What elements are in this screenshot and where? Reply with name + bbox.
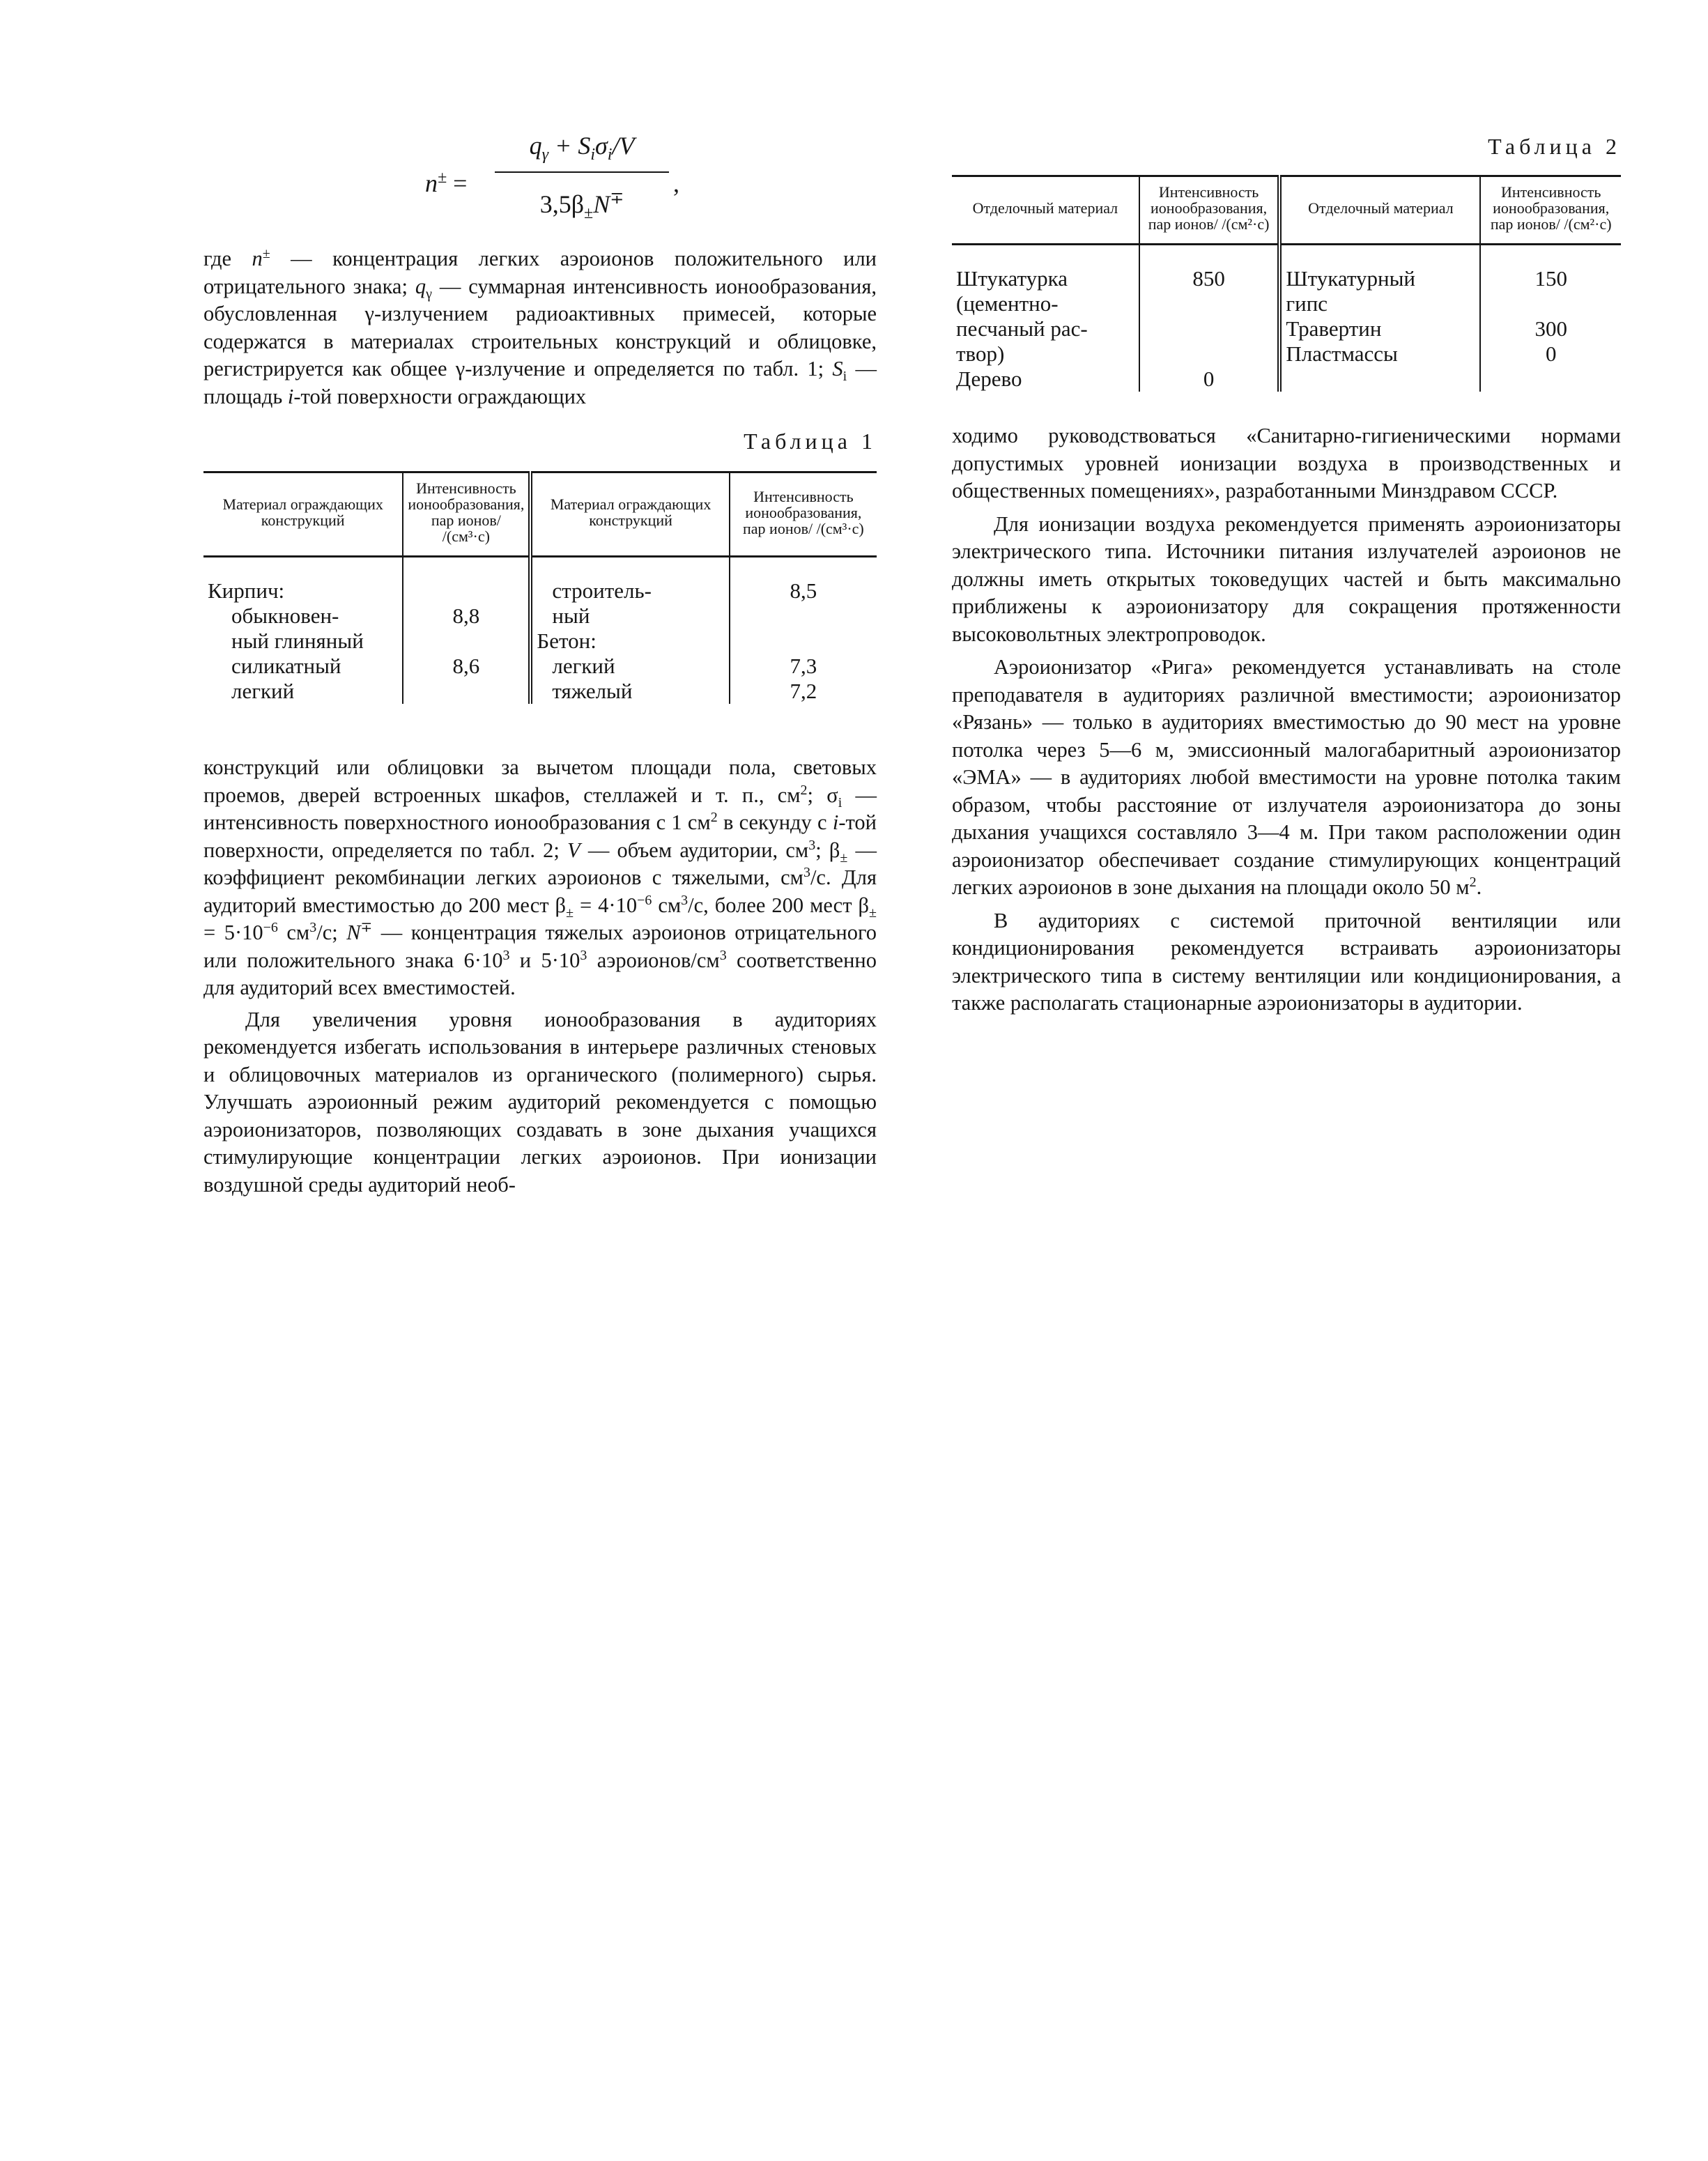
table-cell [1139, 316, 1280, 341]
formula-comma: , [673, 169, 679, 197]
table-cell: строитель- [530, 578, 729, 603]
formula-fraction-bar [495, 171, 669, 173]
table-cell [1480, 367, 1621, 392]
table-cell [730, 629, 877, 654]
table-cell [730, 603, 877, 629]
table-cell [1139, 291, 1280, 316]
table-cell: песчаный рас- [952, 316, 1139, 341]
table-cell: обыкновен- [203, 603, 403, 629]
table-1-caption: Таблица 1 [744, 429, 877, 454]
table-cell: тяжелый [530, 679, 729, 704]
table-2-caption: Таблица 2 [1488, 134, 1621, 159]
table-cell [403, 629, 530, 654]
table-row [203, 679, 877, 704]
table-2-header: Отделочный материал [952, 176, 1139, 245]
table-cell: легкий [530, 654, 729, 679]
paragraph-variables-intro: где n± — концентрация легких аэроионов положительного или отрицательного знака; $q_\gamma$ — суммарная интенсивность ионообразования, обусловленная γ-излучением радиоактивных примесей, которые содержатся в материалах строительных конструкций и облицовке, регистрируется как общее γ-излучение и определяется по табл. 1; $S_i$ — площадь i-той поверхности ограждающих [203, 245, 877, 408]
table-cell: Штукатурный [1279, 266, 1480, 291]
table-cell: (цементно- [952, 291, 1139, 316]
table-cell: ный глиняный [203, 629, 403, 654]
table-cell: ный [530, 603, 729, 629]
table-cell [403, 578, 530, 603]
table-cell [1139, 341, 1280, 367]
table-row [203, 629, 877, 654]
formula-lhs: n± = [425, 169, 468, 197]
paragraph-ionizer-placement: Аэроионизатор «Рига» рекомендуется устанавливать на столе преподавателя в аудиториях различной вместимости; аэроионизатор «Рязань» — только в аудиториях вместимостью до 90 мест на уровне потолка через 5—6 м, эмиссионный малогабаритный аэроионизатор «ЭМА» — в аудиториях любой вместимости на уровне потолка таким образом, чтобы расстояние от излучателя аэроионизатора до зоны дыхания учащихся составляло 3—4 м. При таком расположении один аэроионизатор обеспечивает создание стимулирующих концентраций легких аэроионов в зоне дыхания на площади около 50 $м^2$. [952, 655, 1621, 899]
table-1-header-row [203, 472, 877, 557]
table-cell [403, 679, 530, 704]
table-cell: Травертин [1279, 316, 1480, 341]
table-row [952, 341, 1621, 367]
table-1-header: Материал ограждающих конструкций [203, 472, 403, 557]
table-row [952, 291, 1621, 316]
table-1 [203, 471, 877, 704]
table-1-header: Материал ограждающих конструкций [530, 472, 729, 557]
table-cell: 8,6 [403, 654, 530, 679]
left-column [203, 118, 877, 1199]
table-cell [1279, 367, 1480, 392]
paragraph-ventilation-integration: В аудиториях с системой приточной вентиляции или кондиционирования рекомендуется встраивать аэроионизаторы электрического типа в систему вентиляции или кондиционирования, а также располагать стационарные аэроионизаторы в аудитории. [952, 908, 1621, 1015]
formula-denominator: $3,5\beta_\pm N^\mp$ [539, 190, 624, 223]
table-1-header: Интенсивность ионообразования, пар ионов/ /(см³·с) [730, 472, 877, 557]
table-2-header: Отделочный материал [1279, 176, 1480, 245]
table-cell: 7,2 [790, 679, 817, 703]
table-cell: Кирпич: [203, 578, 403, 603]
table-cell: 8,5 [790, 578, 817, 603]
table-row [203, 654, 877, 679]
table-row [952, 316, 1621, 341]
table-cell: 0 [1545, 341, 1557, 366]
table-cell: Пластмассы [1279, 341, 1480, 367]
table-cell: 0 [1139, 367, 1280, 392]
table-2-header-row [952, 176, 1621, 245]
table-cell: 7,3 [790, 654, 817, 678]
table-cell: гипс [1279, 291, 1480, 316]
table-cell: Дерево [952, 367, 1139, 392]
concentration-formula [425, 118, 725, 237]
table-cell: 300 [1534, 316, 1567, 341]
table-cell [1480, 291, 1621, 316]
table-row [952, 367, 1621, 392]
table-cell: твор) [952, 341, 1139, 367]
table-cell: легкий [203, 679, 403, 704]
table-2-header: Интенсивность ионообразования, пар ионов/ /(см²·с) [1139, 176, 1280, 245]
table-row [203, 603, 877, 629]
paragraph-ionization-recommendations: Для увеличения уровня ионообразования в аудиториях рекомендуется избегать использования в интерьере различных стеновых и облицовочных материалов из органического (полимерного) сырья. Улучшать аэроионный режим аудиторий рекомендуется с помощью аэроионизаторов, позволяющих создавать в зоне дыхания учащихся стимулирующие концентрации легких аэроионов. При ионизации воздушной среды аудиторий необ- [203, 1007, 877, 1197]
table-2-header: Интенсивность ионообразования, пар ионов/ /(см²·с) [1480, 176, 1621, 245]
paragraph-sanitary-norms: ходимо руководствоваться «Санитарно-гигиеническими нормами допустимых уровней ионизации воздуха в производственных и общественных помещениях», разработанными Минздравом СССР. [952, 424, 1621, 502]
table-cell: 8,8 [403, 603, 530, 629]
formula-numerator: $q_\gamma + S_i\sigma_i/V$ [529, 132, 635, 164]
table-cell: Штукатурка [952, 266, 1139, 291]
table-cell: силикатный [203, 654, 403, 679]
table-cell: 150 [1534, 266, 1567, 291]
table-row [952, 266, 1621, 291]
right-column [952, 134, 1621, 1017]
table-cell: Бетон: [530, 629, 729, 654]
table-2 [952, 175, 1621, 392]
table-1-header: Интенсивность ионообразования, пар ионов/ /(см³·с) [403, 472, 530, 557]
paragraph-variables-continued: конструкций или облицовки за вычетом площади пола, световых проемов, дверей встроенных шкафов, стеллажей и т. п., $см^2$; $\sigma_i$ — интенсивность поверхностного ионообразования с 1 $см^2$ в секунду с i-той поверхности, определяется по табл. 2; V — объем аудитории, $см^3$; $\beta_\pm$ — коэффициент рекомбинации легких аэроионов с тяжелыми, $см^3/с$. Для аудиторий вместимостью до 200 мест $\beta_\pm = 4\cdot 10^{-6}$ $см^3/с$, более 200 мест $\beta_\pm = 5\cdot 10^{-6}$ $см^3/с$; N∓ — концентрация тяжелых аэроионов отрицательного или положительного знака $6\cdot 10^3$ и $5\cdot 10^3$ аэроионов/$см^3$ соответственно для аудиторий всех вместимостей. [203, 755, 877, 999]
table-row [203, 578, 877, 603]
paragraph-electric-ionizers: Для ионизации воздуха рекомендуется применять аэроионизаторы электрического типа. Источники питания излучателей аэроионов не должны иметь открытых токоведущих частей и быть максимально приближены к аэроионизатору для сокращения протяженности высоковольтных электропроводок. [952, 512, 1621, 646]
table-cell: 850 [1139, 266, 1280, 291]
